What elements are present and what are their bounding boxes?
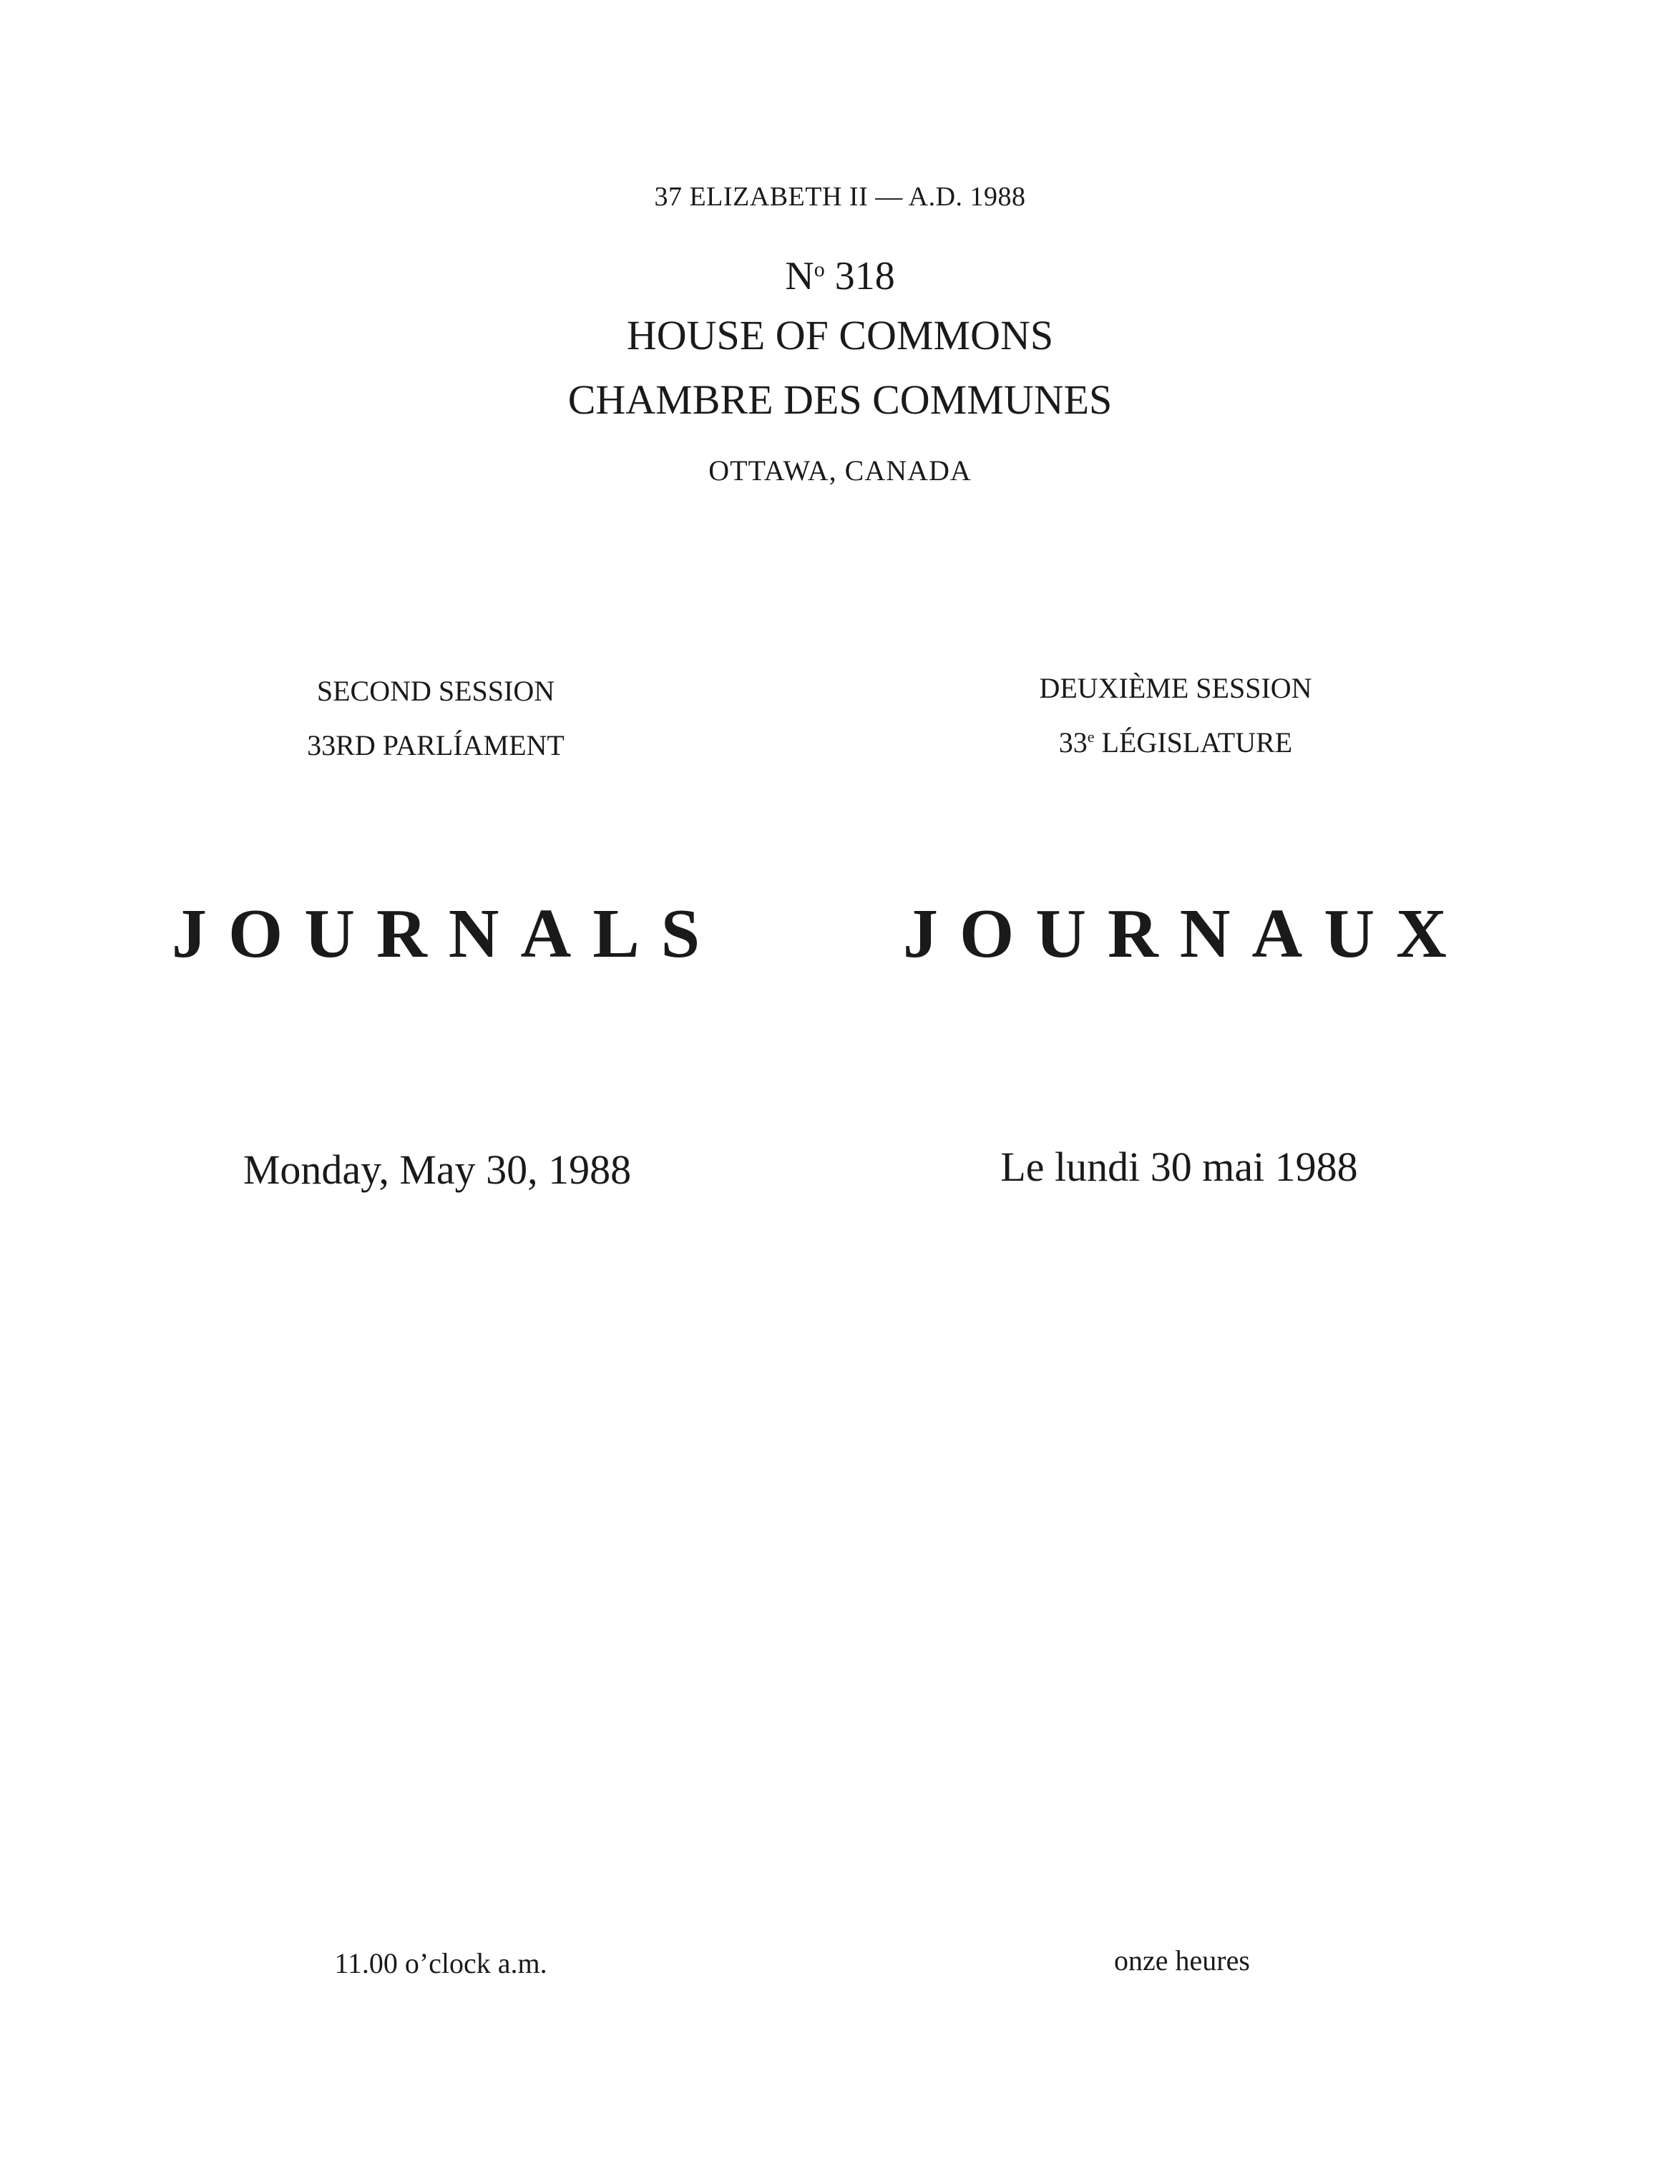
time-french: onze heures <box>1114 1944 1250 1976</box>
title-english: JOURNALS <box>172 895 722 972</box>
number-superscript: o <box>814 258 825 281</box>
number-value: 318 <box>834 254 895 298</box>
legislature-number: 33 <box>1058 726 1088 759</box>
session-english: SECOND SESSION <box>316 675 555 707</box>
legislature-word: LÉGISLATURE <box>1101 726 1293 759</box>
journal-number <box>0 256 1680 296</box>
city-line: OTTAWA, CANADA <box>708 454 972 487</box>
date-french: Le lundi 30 mai 1988 <box>1000 1144 1358 1190</box>
number-prefix: N <box>785 254 814 298</box>
session-french: DEUXIÈME SESSION <box>1039 672 1312 704</box>
legislature-french <box>836 728 1515 757</box>
title-french: JOURNAUX <box>903 895 1468 972</box>
house-name-french: CHAMBRE DES COMMUNES <box>567 376 1113 423</box>
regnal-year: 37 ELIZABETH II — A.D. 1988 <box>654 182 1026 212</box>
legislature-superscript: e <box>1087 728 1095 746</box>
date-english: Monday, May 30, 1988 <box>243 1146 632 1193</box>
parliament-english: 33RD PARLÍAMENT <box>307 729 565 761</box>
time-english: 11.00 o’clock a.m. <box>334 1947 547 1979</box>
house-name-english: HOUSE OF COMMONS <box>626 312 1054 359</box>
